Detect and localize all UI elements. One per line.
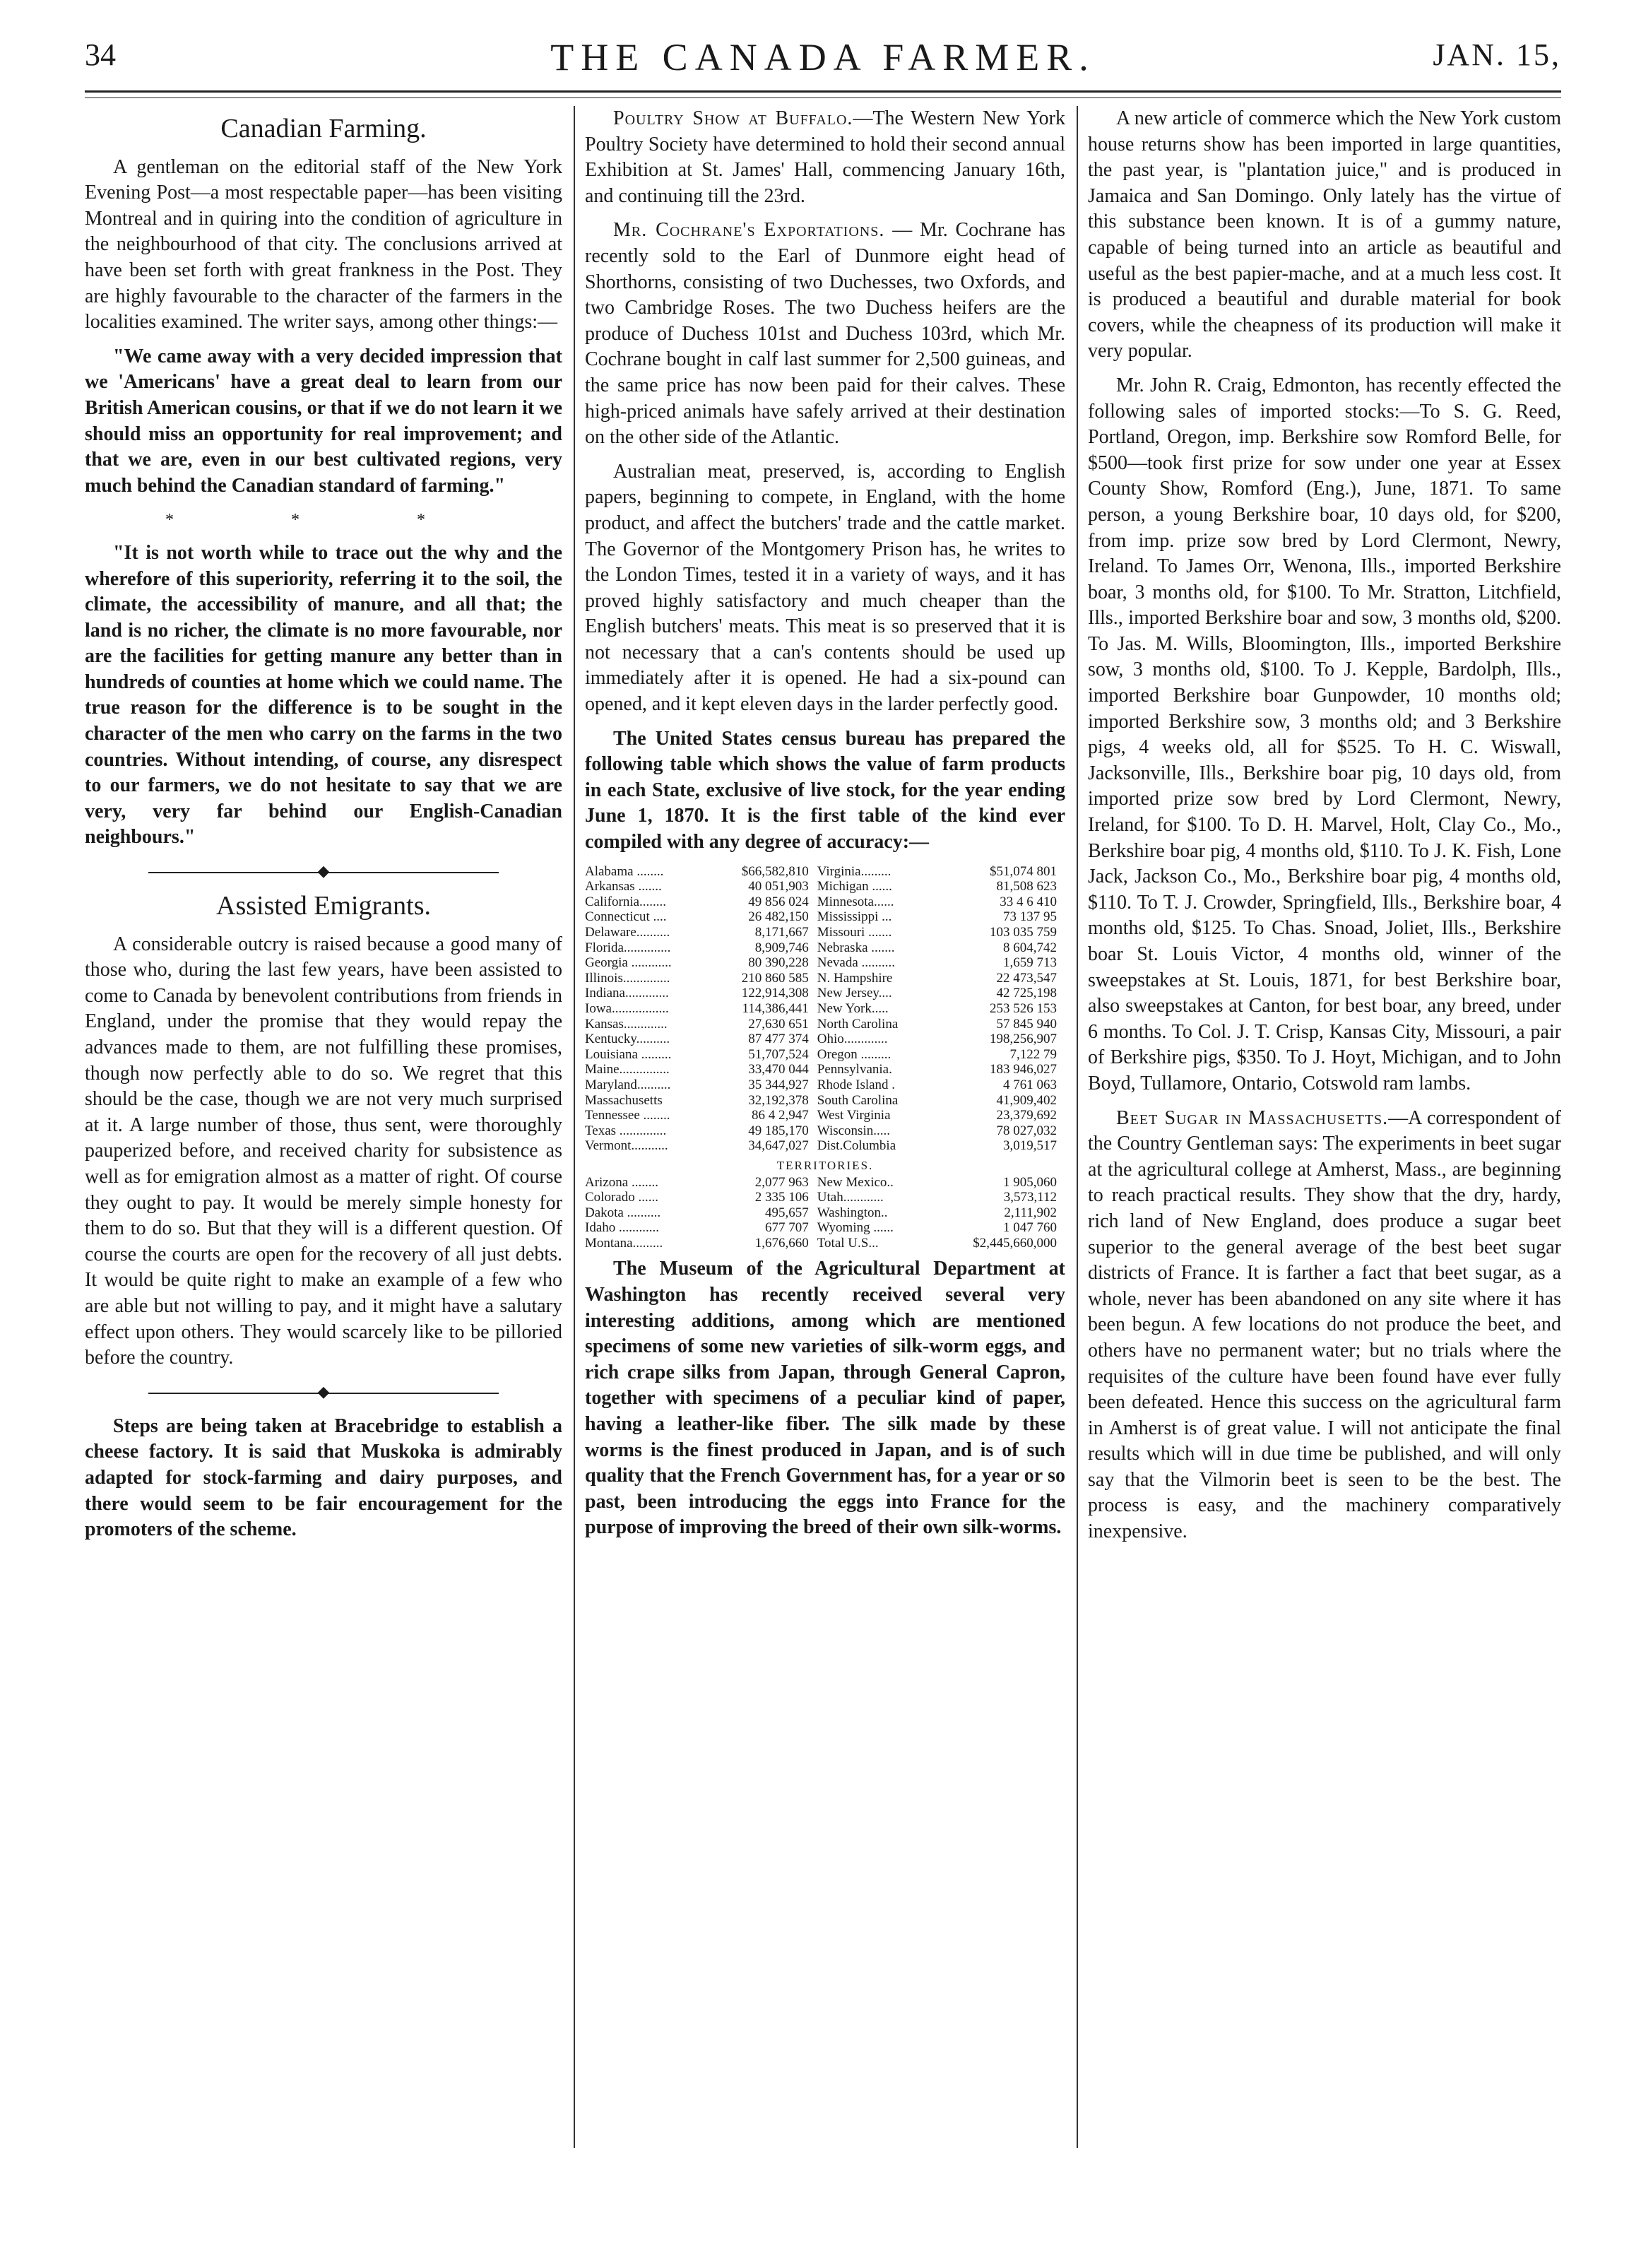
value-cell: 81,508 623 xyxy=(996,879,1057,894)
article-heading-assisted-emigrants: Assisted Emigrants. xyxy=(216,891,431,921)
article-paragraph: Australian meat, preserved, is, according to English papers, beginning to compete, in England, with the home product, and affect the butchers' trade and the cattle market. The Governor of the Montgomery Prison has, he writes to the London Times, tested it in a variety of ways, and it has proved highly satisfactory and much cheaper than the English butchers' meats. This meat is so preserved that it is not necessary that a can's contents should be used up immediately after it is opened. He had a six-pound can opened, and it kept eleven days in the larder perfectly good. xyxy=(585,460,1065,716)
region-name-cell: Massachusetts xyxy=(585,1092,663,1108)
region-name-cell: Alabama ........ xyxy=(585,863,664,879)
region-name-cell: Michigan ...... xyxy=(817,879,892,894)
value-cell: 2,111,902 xyxy=(1004,1205,1057,1220)
article-paragraph: The United States census bureau has prepared the following table which shows the value of farm products in each State, exclusive of live stock, for the year ending June 1, 1870. It is the first table of the kind ever compiled with any degree of accuracy:— xyxy=(585,727,1065,854)
value-cell: 41,909,402 xyxy=(996,1092,1057,1108)
table-row xyxy=(585,1205,1065,1221)
run-in-title: Poultry Show at Buffalo. xyxy=(613,107,853,129)
value-cell: $51,074 801 xyxy=(990,863,1057,879)
value-cell: 23,379,692 xyxy=(996,1108,1057,1123)
article-paragraph: Poultry Show at Buffalo.—The Western New York Poultry Society have determined to hold their second annual Exhibition at St. James' Hall, commencing January 16th, and continuing till the 23rd. xyxy=(585,107,1066,207)
region-name-cell: Arizona ........ xyxy=(585,1174,658,1190)
value-cell: 8,909,746 xyxy=(754,940,809,955)
value-cell: 73 137 95 xyxy=(1003,909,1057,925)
value-cell: 40 051,903 xyxy=(748,879,809,894)
region-name-cell: Tennessee ........ xyxy=(585,1108,670,1123)
region-name-cell: N. Hampshire xyxy=(817,970,893,986)
region-name-cell: Louisiana ......... xyxy=(585,1046,672,1062)
value-cell: 8 604,742 xyxy=(1003,940,1057,955)
region-name-cell: Montana......... xyxy=(585,1235,663,1251)
run-in-title: Mr. Cochrane's Exportations. xyxy=(613,219,885,242)
region-name-cell: Maine............... xyxy=(585,1062,670,1077)
run-in-title: Beet Sugar in Massachusetts. xyxy=(1116,1106,1389,1129)
value-cell: 42 725,198 xyxy=(996,986,1057,1001)
region-name-cell: Wyoming ...... xyxy=(817,1220,894,1236)
article-paragraph: Steps are being taken at Bracebridge to establish a cheese factory. It is said that Muskoka is admirably adapted for stock-farming and dairy purposes, and there would seem to be fair encouragement for the promoters of the scheme. xyxy=(85,1414,562,1541)
value-cell: 1 047 760 xyxy=(1003,1220,1057,1236)
region-name-cell: New Jersey.... xyxy=(817,986,892,1001)
region-name-cell: Iowa................. xyxy=(585,1000,669,1016)
table-row xyxy=(585,909,1065,925)
region-name-cell: North Carolina xyxy=(817,1016,899,1032)
value-cell: 103 035 759 xyxy=(990,925,1057,940)
region-name-cell: Idaho ............ xyxy=(585,1220,660,1236)
value-cell: 2,077 963 xyxy=(754,1174,809,1190)
table-row xyxy=(585,1001,1065,1017)
table-row xyxy=(585,1047,1065,1063)
table-row xyxy=(585,1093,1065,1109)
value-cell: 1,676,660 xyxy=(754,1235,809,1251)
quote-paragraph: "We came away with a very decided impression that we 'Americans' have a great deal to learn from our British American cousins, or that if we do not learn it we should miss an opportunity for real improvement; and that we are, even in our best cultivated regions, very much behind the Canadian standard of farming." xyxy=(85,345,562,497)
region-name-cell: Kansas............. xyxy=(585,1016,668,1032)
region-name-cell: Dist.Columbia xyxy=(817,1138,896,1154)
value-cell: 253 526 153 xyxy=(990,1000,1057,1016)
table-row xyxy=(585,1032,1065,1047)
value-cell: 32,192,378 xyxy=(748,1092,809,1108)
region-name-cell: Minnesota...... xyxy=(817,894,894,909)
value-cell: 210 860 585 xyxy=(741,970,809,986)
region-name-cell: Rhode Island . xyxy=(817,1077,896,1092)
value-cell: 1 905,060 xyxy=(1003,1174,1057,1190)
value-cell: 80 390,228 xyxy=(748,955,809,971)
region-name-cell: New York..... xyxy=(817,1000,889,1016)
table-row xyxy=(585,1062,1065,1077)
region-name-cell: Virginia......... xyxy=(817,863,891,879)
value-cell: 87 477 374 xyxy=(748,1032,809,1047)
region-name-cell: Illinois.............. xyxy=(585,970,670,986)
column-divider-1 xyxy=(574,106,575,2148)
region-name-cell: Dakota .......... xyxy=(585,1205,661,1220)
table-row xyxy=(585,1220,1065,1236)
article-paragraph: Beet Sugar in Massachusetts.—A correspondent of the Country Gentleman says: The experiments in beet sugar at the agricultural college at Amherst, Mass., are beginning to reach practical results. They show that the dry, hardy, rich land of New England, does produce a sugar beet superior to the general average of the best beet sugar districts of France. It is farther a fact that beet sugar, as a whole, never has been abandoned on any site where it has been begun. A few locations do not produce the beet, and others have no permanent water; but no trials where the requisites of the culture have been found have ever fully been defeated. Hence this success on the agricultural farm in Amherst is of great value. I will not anticipate the final results which will in due time be published, and will only say that the Vilmorin beet is seen to be the best. The process is easy, and the machinery comparatively inexpensive. xyxy=(1088,1106,1562,1543)
table-row xyxy=(585,879,1065,894)
table-row xyxy=(585,925,1065,940)
region-name-cell: Washington.. xyxy=(817,1205,888,1220)
article-heading-canadian-farming: Canadian Farming. xyxy=(220,114,427,143)
farm-products-table xyxy=(585,864,1065,1251)
value-cell: 1,659 713 xyxy=(1003,955,1057,971)
page-header xyxy=(85,37,1561,79)
value-cell: 57 845 940 xyxy=(996,1016,1057,1032)
value-cell: $66,582,810 xyxy=(741,863,809,879)
value-cell: 35 344,927 xyxy=(748,1077,809,1092)
section-divider xyxy=(148,1386,499,1401)
table-row xyxy=(585,1236,1065,1251)
table-row xyxy=(585,1123,1065,1139)
region-name-cell: Georgia ............ xyxy=(585,955,672,971)
value-cell: $2,445,660,000 xyxy=(973,1235,1057,1251)
value-cell: 495,657 xyxy=(765,1205,809,1220)
region-name-cell: West Virginia xyxy=(817,1108,891,1123)
region-name-cell: Texas .............. xyxy=(585,1123,667,1138)
table-row xyxy=(585,1108,1065,1123)
region-name-cell: Maryland.......... xyxy=(585,1077,671,1092)
value-cell: 78 027,032 xyxy=(996,1123,1057,1138)
value-cell: 49 856 024 xyxy=(748,894,809,909)
value-cell: 26 482,150 xyxy=(748,909,809,925)
table-row xyxy=(585,1138,1065,1154)
region-name-cell: South Carolina xyxy=(817,1092,899,1108)
value-cell: 86 4 2,947 xyxy=(752,1108,809,1123)
value-cell: 677 707 xyxy=(765,1220,809,1236)
region-name-cell: Utah............ xyxy=(817,1190,884,1205)
value-cell: 7,122 79 xyxy=(1009,1046,1057,1062)
value-cell: 114,386,441 xyxy=(742,1000,809,1016)
region-name-cell: Mississippi ... xyxy=(817,909,892,925)
region-name-cell: Ohio............. xyxy=(817,1032,888,1047)
issue-date: JAN. 15, xyxy=(1433,37,1561,72)
value-cell: 8,171,667 xyxy=(754,925,809,940)
table-row xyxy=(585,971,1065,986)
territories-table-body xyxy=(585,1175,1065,1251)
states-table-body xyxy=(585,864,1065,1154)
table-row xyxy=(585,864,1065,880)
region-name-cell: Vermont........... xyxy=(585,1138,668,1154)
region-name-cell: California........ xyxy=(585,894,667,909)
article-paragraph: Mr. John R. Craig, Edmonton, has recently effected the following sales of imported stocks:—To S. G. Reed, Portland, Oregon, imp. Berkshire sow Romford Belle, for $500—took first prize for sow under one year at Essex County Show, Romford (Eng.), June, 1871. To same person, a young Berkshire boar, 10 days old, for $200, from imp. prize sow bred by Lord Clermont, Newry, Ireland. To James Orr, Wenona, Ills., imported Berkshire boar, 3 months old, for $100. To Mr. Stratton, Litchfield, Ills., imported Berkshire boar and sow, 3 months old, $200. To Jas. M. Wills, Bloomington, Ills., imported Berkshire sow, 3 months old, $100. To J. Kepple, Bardolph, Ills., imported Berkshire boar Gunpowder, 10 months old; imported Berkshire sow, 3 months old; and 3 Berkshire pigs, 4 weeks old, all for $525. To H. C. Wiswall, Jacksonville, Ills., Berkshire boar pig, 10 days old, from imported prize sow bred by Lord Clermont, Newry, Ireland, for $100. To D. H. Marvel, Holt, Clay Co., Mo., Berkshire boar pig, 4 months old, $110. To J. K. Fish, Lone Jack, Jackson Co., Mo., Berkshire boar pig, 4 months old, $110. To T. J. Crowder, Springfield, Ills., Berkshire boar, 4 months old, $125. To Chas. Snoad, Joliet, Ills., Berkshire boar St. Louis Victor, 4 months old, winner of the sweepstakes at St. Louis, 1871, for best Berkshire boar, also sweepstakes at Canton, for best boar, any breed, under 6 months. To Col. J. T. Crisp, Kansas City, Missouri, a pair of Berkshire pigs, $350. To J. Hoyt, Michigan, and to John Boyd, Tullamore, Ontario, Cotswold ram lambs. xyxy=(1088,374,1561,1094)
value-cell: 198,256,907 xyxy=(990,1032,1057,1047)
table-row xyxy=(585,1190,1065,1205)
table-row xyxy=(585,955,1065,971)
value-cell: 49 185,170 xyxy=(748,1123,809,1138)
region-name-cell: Delaware.......... xyxy=(585,925,670,940)
region-name-cell: Arkansas ....... xyxy=(585,879,662,894)
column-1 xyxy=(85,106,562,1552)
region-name-cell: Nevada .......... xyxy=(817,955,896,971)
masthead-title: THE CANADA FARMER. xyxy=(550,36,1096,78)
region-name-cell: Total U.S... xyxy=(817,1235,879,1251)
territories-label-row xyxy=(585,1154,1065,1175)
table-row xyxy=(585,986,1065,1001)
value-cell: 3,019,517 xyxy=(1003,1138,1057,1154)
region-name-cell: Wisconsin..... xyxy=(817,1123,890,1138)
region-name-cell: New Mexico.. xyxy=(817,1174,894,1190)
article-paragraph: The Museum of the Agricultural Department at Washington has recently received several very interesting additions, among which are mentioned specimens of some new varieties of silk-worm eggs, and rich crape silks from Japan, through General Capron, together with specimens of a peculiar kind of paper, having a leather-like fiber. The silk made by these worms is the finest produced in Japan, and is of such quality that the French Government has, for a year or so past, been introducing the eggs into France for the purpose of improving the breed of their own silk-worms. xyxy=(585,1258,1065,1539)
table-row xyxy=(585,894,1065,910)
region-name-cell: Colorado ...... xyxy=(585,1190,658,1205)
article-paragraph: Mr. Cochrane's Exportations. — Mr. Cochrane has recently sold to the Earl of Dunmore eight head of Shorthorns, consisting of two Duchesses, two Oxfords, and two Cambridge Roses. The two Duchess heifers are the produce of Duchess 101st and Duchess 103rd, which Mr. Cochrane bought in calf last summer for 2,500 guineas, and the same price has now been paid for their calves. These high-priced animals have safely arrived at their destination on the other side of the Atlantic. xyxy=(585,219,1065,449)
article-paragraph: A considerable outcry is raised because a good many of those who, during the last few years, have been assisted to come to Canada by benevolent contributions from friends in England, under the promise that they would repay the advances made to them, are not fulfilling these promises, though now perfectly able to do so. We regret that this should be the case, though we are not very much surprised at it. A large number of those, thus sent, were thoroughly pauperized before, and received charity for subsistence as well as for emigration almost as a matter of right. Of course they ought to pay. It would be merely simple honesty for them to do so. But that they will is a different question. Of course the courts are open for the recovery of all just debts. It would be quite right to make an example of a few who are able but not willing to pay, and it might have a salutary effect upon others. They would scarcely like to be pilloried before the country. xyxy=(85,933,562,1369)
header-rule xyxy=(85,90,1561,98)
region-name-cell: Pennsylvania. xyxy=(817,1062,892,1077)
region-name-cell: Indiana............. xyxy=(585,986,669,1001)
quote-paragraph: "It is not worth while to trace out the why and the wherefore of this superiority, referring it to the soil, the climate, the accessibility of manure, and all that; the land is no richer, the climate is no more favourable, nor are the facilities for getting manure any better than in hundreds of counties at home which we could name. The true reason for the difference is to be sought in the character of the men who carry on the farms in the two countries. Without intending, of course, any disrespect to our farmers, we do not hesitate to say that we are very, very far behind our English-Canadian neighbours." xyxy=(85,541,562,849)
column-divider-2 xyxy=(1077,106,1078,2148)
value-cell: 34,647,027 xyxy=(748,1138,809,1154)
region-name-cell: Florida.............. xyxy=(585,940,671,955)
region-name-cell: Missouri ....... xyxy=(817,925,892,940)
value-cell: 3,573,112 xyxy=(1003,1190,1057,1205)
region-name-cell: Connecticut .... xyxy=(585,909,667,925)
region-name-cell: Oregon ......... xyxy=(817,1046,891,1062)
table-row xyxy=(585,1175,1065,1191)
section-divider xyxy=(148,865,499,880)
value-cell: 33 4 6 410 xyxy=(1000,894,1057,909)
value-cell: 2 335 106 xyxy=(754,1190,809,1205)
table-row xyxy=(585,940,1065,956)
value-cell: 33,470 044 xyxy=(748,1062,809,1077)
value-cell: 122,914,308 xyxy=(741,986,809,1001)
value-cell: 51,707,524 xyxy=(748,1046,809,1062)
table-row xyxy=(585,1077,1065,1093)
value-cell: 4 761 063 xyxy=(1003,1077,1057,1092)
region-name-cell: Kentucky.......... xyxy=(585,1032,670,1047)
value-cell: 183 946,027 xyxy=(990,1062,1057,1077)
section-stars: * * * xyxy=(165,511,482,530)
region-name-cell: Nebraska ....... xyxy=(817,940,895,955)
page-number: 34 xyxy=(85,37,116,72)
column-2 xyxy=(585,106,1065,1549)
value-cell: 22 473,547 xyxy=(996,970,1057,986)
column-3 xyxy=(1088,106,1561,1554)
territories-label: TERRITORIES. xyxy=(776,1158,874,1172)
value-cell: 27,630 651 xyxy=(748,1016,809,1032)
table-row xyxy=(585,1017,1065,1032)
article-paragraph: A new article of commerce which the New York custom house returns show has been imported in large quantities, the past year, is "plantation juice," and is produced in Jamaica and San Domingo. Only lately has the virtue of this substance been known. It is of a gummy nature, capable of being turned into an article as beautiful and useful as the best papier-mache, and at a much less cost. It is produced a beautiful and durable material for book covers, while the cheapness of its production will make it very popular. xyxy=(1088,107,1561,362)
article-paragraph: A gentleman on the editorial staff of the New York Evening Post—a most respectable paper—has been visiting Montreal and in quiring into the condition of agriculture in the neighbourhood of that city. The conclusions arrived at have been set forth with great frankness in the Post. They are highly favourable to the character of the farmers in the localities examined. The writer says, among other things:— xyxy=(85,155,562,333)
